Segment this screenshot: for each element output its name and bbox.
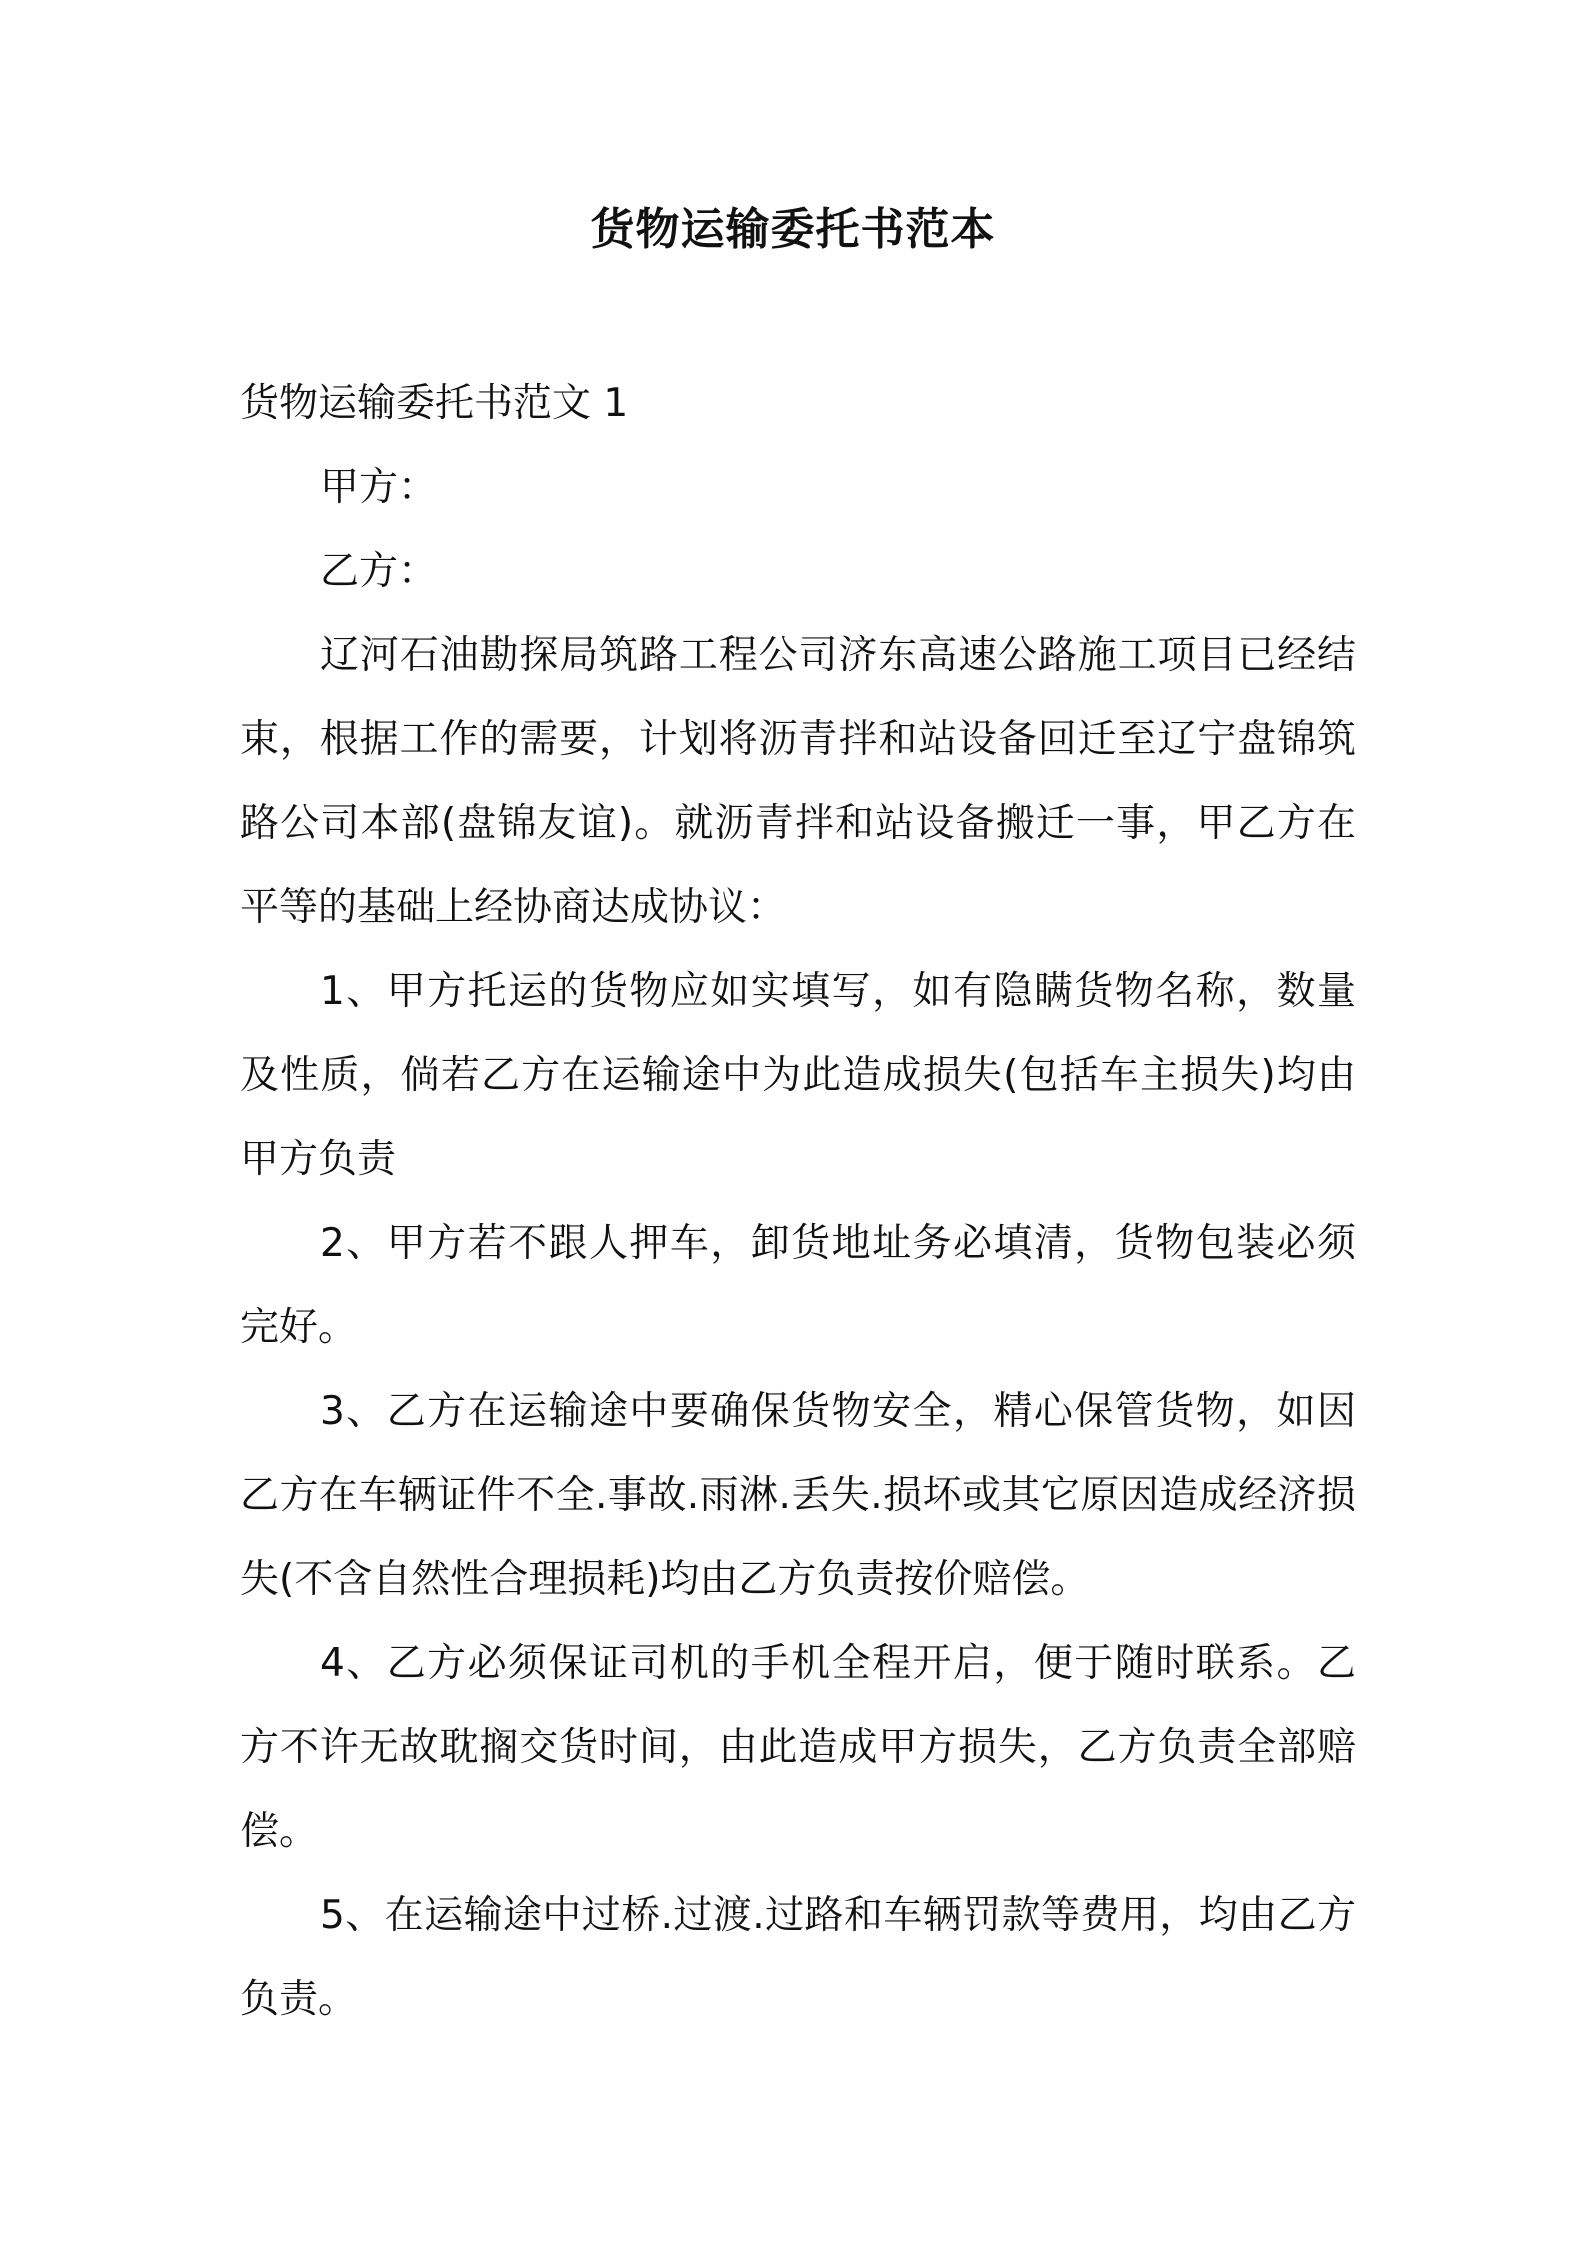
clause-3: 3、乙方在运输途中要确保货物安全，精心保管货物，如因乙方在车辆证件不全.事故.雨淋.丢失.损坏或其它原因造成经济损失(不含自然性合理损耗)均由乙方负责按价赔偿。 — [240, 1389, 1356, 1602]
clause-5: 5、在运输途中过桥.过渡.过路和车辆罚款等费用，均由乙方负责。 — [240, 1893, 1356, 2022]
document-body — [240, 362, 1356, 2042]
party-a-line: 甲方： — [320, 465, 438, 510]
intro-paragraph: 辽河石油勘探局筑路工程公司济东高速公路施工项目已经结束，根据工作的需要，计划将沥青拌和站设备回迁至辽宁盘锦筑路公司本部(盘锦友谊)。就沥青拌和站设备搬迁一事，甲乙方在平等的基础上经协商达成协议： — [240, 633, 1356, 930]
section-heading: 货物运输委托书范文 1 — [240, 381, 629, 426]
document-title: 货物运输委托书范本 — [590, 204, 996, 255]
clause-4: 4、乙方必须保证司机的手机全程开启，便于随时联系。乙方不许无故耽搁交货时间，由此造成甲方损失，乙方负责全部赔偿。 — [240, 1641, 1356, 1854]
clause-2: 2、甲方若不跟人押车，卸货地址务必填清，货物包装必须完好。 — [240, 1221, 1356, 1350]
party-b-line: 乙方： — [320, 549, 438, 594]
clause-1: 1、甲方托运的货物应如实填写，如有隐瞒货物名称，数量及性质，倘若乙方在运输途中为此造成损失(包括车主损失)均由甲方负责 — [240, 969, 1356, 1182]
